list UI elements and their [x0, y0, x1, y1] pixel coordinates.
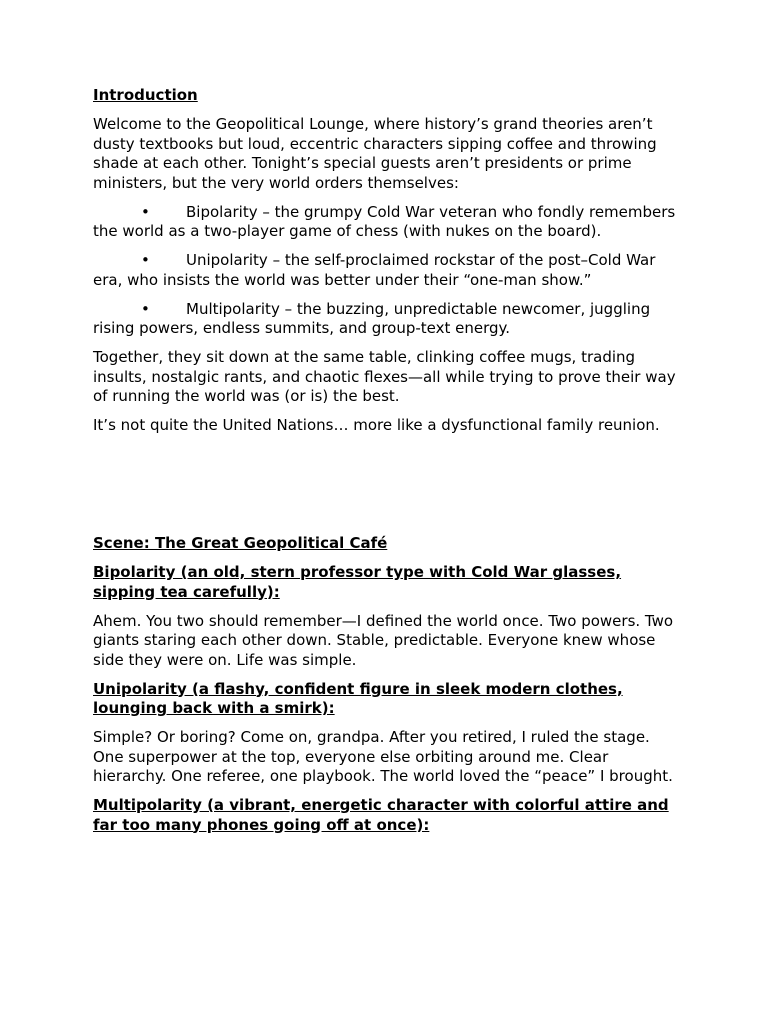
bullet-item-multipolarity [93, 300, 683, 339]
bullet-mark: • [141, 251, 150, 269]
bullet-text: Unipolarity – the self-proclaimed rockstar of the post–Cold War era, who insists the world was better under their “one-man show.” [93, 251, 656, 289]
intro-paragraph-2: Together, they sit down at the same table, clinking coffee mugs, trading insults, nostalgic rants, and chaotic flexes—all while trying to prove their way of running the world was (or is) the best. [93, 348, 676, 405]
section-spacer [93, 445, 683, 534]
document-page [93, 86, 683, 845]
speaker-unipolarity: Unipolarity (a flashy, confident figure in sleek modern clothes, lounging back with a smirk): [93, 679, 623, 717]
intro-heading: Introduction [93, 86, 198, 104]
dialogue-bipolarity: Ahem. You two should remember—I defined the world once. Two powers. Two giants staring each other down. Stable, predictable. Everyone knew whose side they were on. Life was simple. [93, 611, 674, 669]
bullet-mark: • [141, 202, 150, 221]
intro-paragraph-1: Welcome to the Geopolitical Lounge, where history’s grand theories aren’t dusty textbooks but loud, eccentric characters sipping coffee and throwing shade at each other. Tonight’s special guests aren’t presidents or prime ministers, but the very world orders themselves: [93, 115, 657, 192]
speaker-bipolarity: Bipolarity (an old, stern professor type with Cold War glasses, sipping tea carefully): [93, 563, 622, 601]
intro-paragraph-3: It’s not quite the United Nations… more like a dysfunctional family reunion. [93, 416, 660, 434]
scene-heading: Scene: The Great Geopolitical Café [93, 534, 388, 552]
bullet-item-bipolarity [93, 203, 683, 242]
bullet-text: Multipolarity – the buzzing, unpredictable newcomer, juggling rising powers, endless summits, and group-text energy. [93, 299, 651, 337]
dialogue-unipolarity: Simple? Or boring? Come on, grandpa. After you retired, I ruled the stage. One superpower at the top, everyone else orbiting around me. Clear hierarchy. One referee, one playbook. The world loved the “peace” I brought. [93, 728, 673, 785]
bullet-item-unipolarity [93, 251, 683, 290]
bullet-text: Bipolarity – the grumpy Cold War veteran who fondly remembers the world as a two-player game of chess (with nukes on the board). [93, 202, 676, 240]
bullet-mark: • [141, 299, 150, 318]
speaker-multipolarity: Multipolarity (a vibrant, energetic character with colorful attire and far too many phones going off at once): [93, 796, 669, 834]
